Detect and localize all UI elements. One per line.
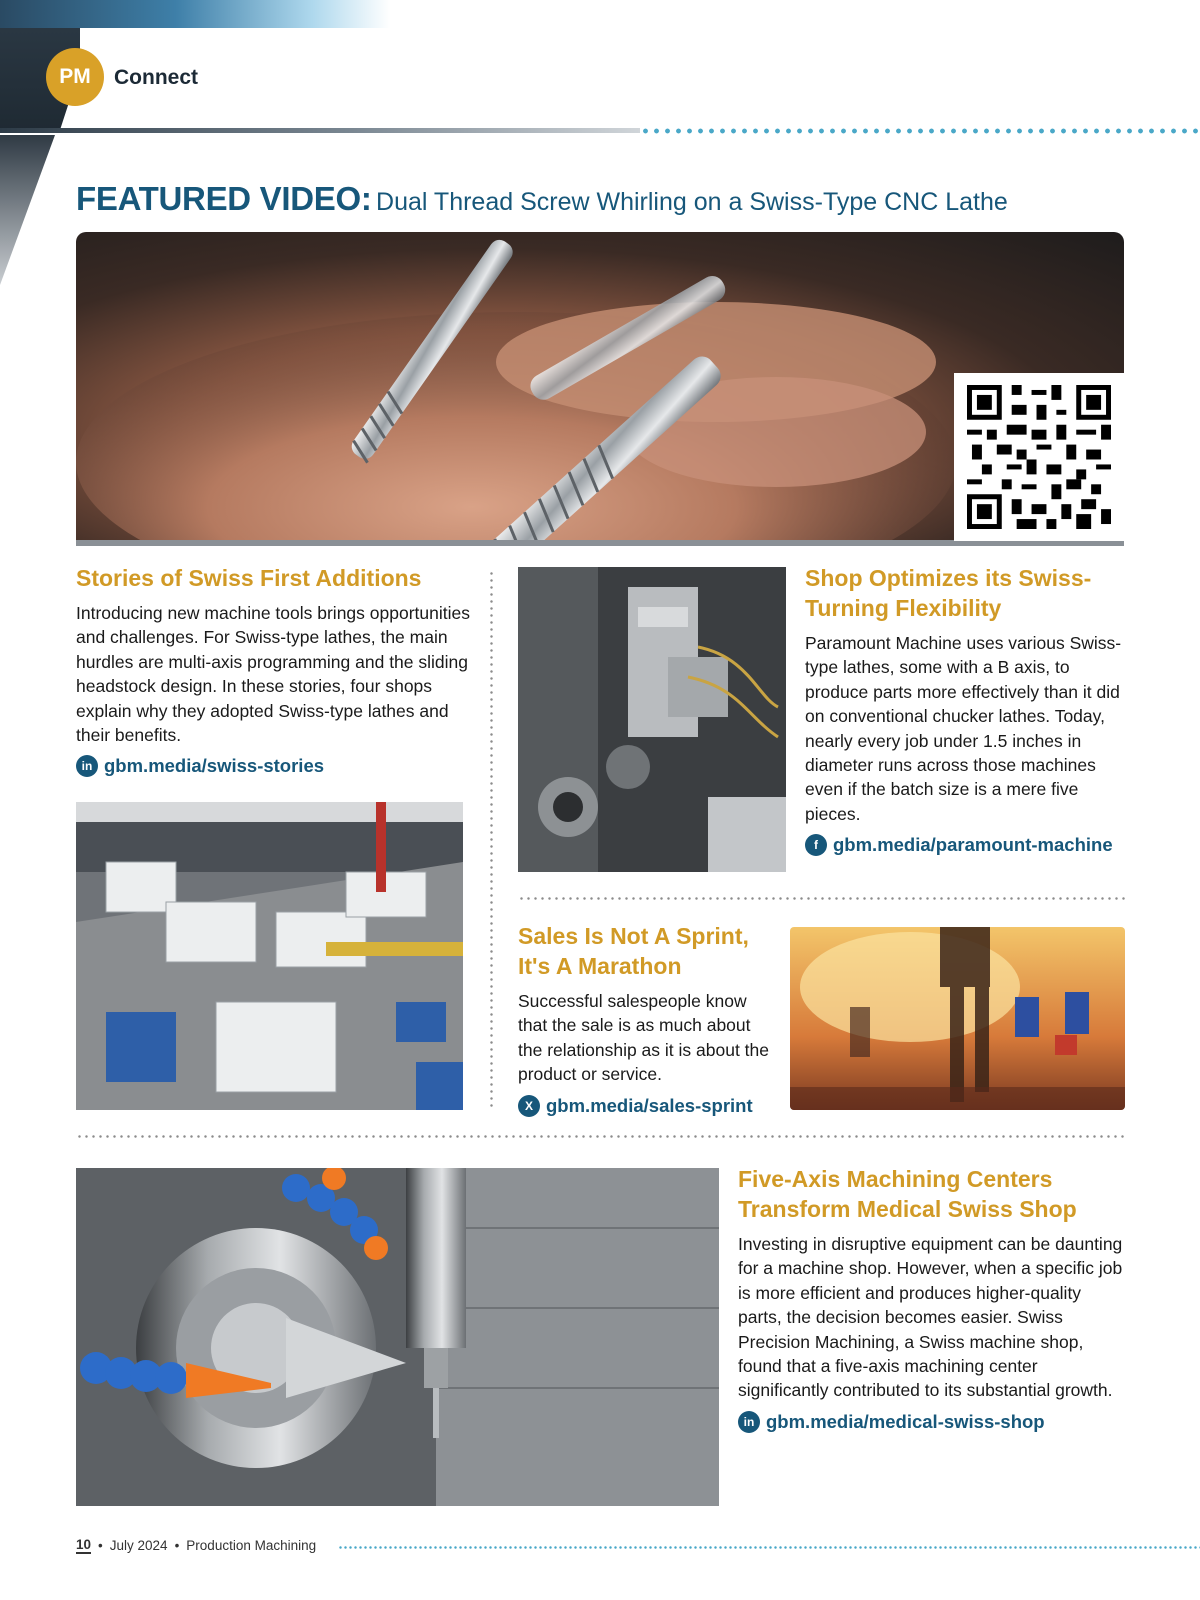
featured-title bbox=[76, 180, 1126, 218]
article-paramount bbox=[805, 563, 1125, 856]
linkedin-icon: in bbox=[76, 755, 98, 777]
header-gradient-band bbox=[0, 0, 390, 28]
featured-headline[interactable]: Dual Thread Screw Whirling on a Swiss-Type CNC Lathe bbox=[376, 188, 1008, 216]
linkedin-icon: in bbox=[738, 1411, 760, 1433]
runners-image bbox=[790, 927, 1125, 1110]
article-title[interactable]: Stories of Swiss First Additions bbox=[76, 565, 422, 591]
article-link-text[interactable]: gbm.media/paramount-machine bbox=[833, 834, 1113, 856]
publication-name: Production Machining bbox=[186, 1538, 317, 1553]
qr-code[interactable] bbox=[954, 373, 1124, 541]
article-sales bbox=[518, 921, 778, 1117]
pm-logo: PM bbox=[46, 48, 104, 106]
marathon-runners-photo bbox=[790, 927, 1125, 1110]
issue-date: July 2024 bbox=[109, 1538, 168, 1553]
section-label: Connect bbox=[114, 66, 198, 89]
article-body: Paramount Machine uses various Swiss-type lathes, some with a B axis, to produce parts more effectively than it did on conventional chucker lathes. Today, nearly every job under 1.5 inches in diameter runs across those machines even if the batch size is a mere five pieces. bbox=[805, 633, 1122, 824]
header-rule bbox=[0, 128, 640, 133]
five-axis-machining-photo bbox=[76, 1168, 719, 1506]
lathe-interior-image bbox=[518, 567, 786, 872]
page-footer bbox=[76, 1537, 316, 1554]
article-link-text[interactable]: gbm.media/medical-swiss-shop bbox=[766, 1410, 1045, 1432]
article-title[interactable]: Sales Is Not A Sprint, It's A Marathon bbox=[518, 923, 749, 979]
article-link[interactable] bbox=[518, 1095, 778, 1117]
section-divider bbox=[76, 1135, 1125, 1138]
swiss-lathe-interior-photo bbox=[518, 567, 786, 872]
x-icon: X bbox=[518, 1095, 540, 1117]
decorative-wedge bbox=[0, 135, 55, 285]
article-body: Introducing new machine tools brings opportunities and challenges. For Swiss-type lathes, the main hurdles are multi-axis programming and the sliding headstock design. In these stories, four shops explain why they adopted Swiss-type lathes and their benefits. bbox=[76, 603, 470, 746]
article-link[interactable] bbox=[738, 1411, 1128, 1433]
article-title[interactable]: Shop Optimizes its Swiss-Turning Flexibility bbox=[805, 565, 1092, 621]
footer-dotted-rule bbox=[338, 1546, 1200, 1549]
shop-floor-image bbox=[76, 802, 463, 1110]
article-swiss-stories bbox=[76, 563, 471, 777]
footer-separator: • bbox=[174, 1538, 180, 1553]
article-link[interactable] bbox=[76, 755, 471, 777]
machining-center-image bbox=[76, 1168, 719, 1506]
footer-separator: • bbox=[98, 1538, 103, 1553]
section-divider bbox=[518, 897, 1125, 900]
page-number: 10 bbox=[76, 1537, 92, 1552]
article-link-text[interactable]: gbm.media/sales-sprint bbox=[546, 1094, 753, 1116]
facebook-icon: f bbox=[805, 834, 827, 856]
article-title[interactable]: Five-Axis Machining Centers Transform Medical Swiss Shop bbox=[738, 1166, 1077, 1222]
article-link-text[interactable]: gbm.media/swiss-stories bbox=[104, 755, 325, 777]
qr-code-graphic bbox=[966, 385, 1112, 529]
featured-kicker: FEATURED VIDEO: bbox=[76, 180, 372, 217]
article-link[interactable] bbox=[805, 834, 1125, 856]
machine-shop-floor-photo bbox=[76, 802, 463, 1110]
column-divider bbox=[490, 570, 493, 1110]
article-body: Investing in disruptive equipment can be daunting for a machine shop. However, when a specific job is more efficient and produces higher-quality parts, the decision becomes easier. Swiss Precision Machining, a Swiss machine shop, found that a five-axis machining center significantly contributed to its substantial growth. bbox=[738, 1234, 1123, 1401]
article-five-axis bbox=[738, 1164, 1128, 1433]
header-dotted-rule bbox=[640, 128, 1200, 134]
article-body: Successful salespeople know that the sale is as much about the relationship as it is about the product or service. bbox=[518, 991, 769, 1085]
